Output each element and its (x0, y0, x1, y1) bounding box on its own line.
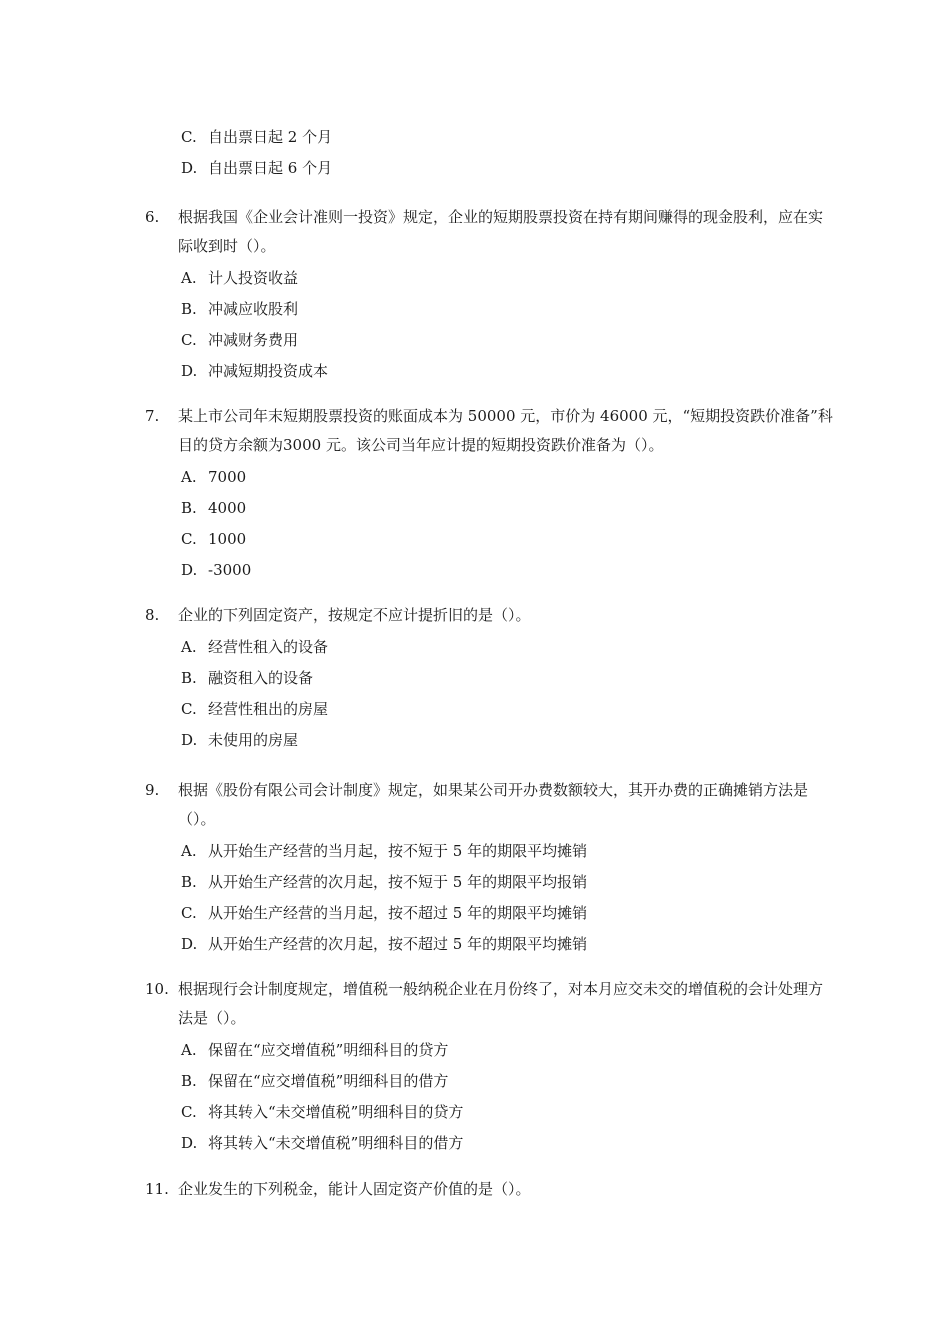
option-letter: C. (181, 700, 197, 718)
option-d (0, 929, 950, 960)
option-text: 从开始生产经营的次月起，按不超过 5 年的期限平均摊销 (208, 935, 588, 953)
option-text: 经营性租入的设备 (208, 638, 329, 656)
question-text: 企业的下列固定资产，按规定不应计提折旧的是（）。 (178, 606, 531, 624)
option-letter: B. (181, 873, 197, 891)
option-letter: A. (181, 269, 197, 287)
option-text: 从开始生产经营的次月起，按不短于 5 年的期限平均报销 (208, 873, 588, 891)
option-text: 融资租入的设备 (208, 669, 314, 687)
question-options (0, 836, 950, 960)
option-b (0, 493, 950, 524)
option-letter: D. (181, 561, 198, 579)
option-a (0, 263, 950, 294)
option-c (0, 1097, 950, 1128)
option-a (0, 1035, 950, 1066)
question-options (0, 462, 950, 586)
option-text: 冲减短期投资成本 (208, 362, 329, 380)
option-b (0, 663, 950, 694)
question-text: 某上市公司年末短期股票投资的账面成本为 50000 元，市价为 46000 元，“短期投资跌价准备”科目的贷方余额为3000 元。该公司当年应计提的短期投资跌价准备为（）。 (178, 407, 833, 454)
option-text: 4000 (208, 499, 247, 517)
option-letter: B. (181, 499, 197, 517)
option-text: 冲减财务费用 (208, 331, 299, 349)
option-letter: A. (181, 1041, 197, 1059)
question-body (0, 975, 950, 1033)
question-text: 企业发生的下列税金，能计人固定资产价值的是（）。 (178, 1180, 531, 1198)
question-body (0, 776, 950, 834)
option-c (0, 325, 950, 356)
option-d (0, 153, 950, 184)
question-6 (0, 203, 950, 387)
option-b (0, 867, 950, 898)
question-text: 根据现行会计制度规定，增值税一般纳税企业在月份终了，对本月应交未交的增值税的会计处理方法是（）。 (178, 980, 824, 1027)
option-c (0, 122, 950, 153)
option-letter: C. (181, 1103, 197, 1121)
option-text: 从开始生产经营的当月起，按不超过 5 年的期限平均摊销 (208, 904, 588, 922)
option-text: 未使用的房屋 (208, 731, 299, 749)
option-letter: C. (181, 331, 197, 349)
option-text: 保留在“应交增值税”明细科目的贷方 (208, 1041, 449, 1059)
question-7 (0, 402, 950, 586)
option-b (0, 1066, 950, 1097)
question-9 (0, 776, 950, 960)
question-body (0, 203, 950, 261)
question-options (0, 1035, 950, 1159)
option-letter: B. (181, 300, 197, 318)
option-c (0, 694, 950, 725)
question-body (0, 402, 950, 460)
option-letter: D. (181, 731, 198, 749)
question-body (0, 601, 950, 630)
option-c (0, 898, 950, 929)
question-number: 7. (145, 407, 160, 425)
question-options (0, 263, 950, 387)
question-number: 11. (145, 1180, 169, 1198)
question-number: 10. (145, 980, 169, 998)
option-text: 经营性租出的房屋 (208, 700, 329, 718)
option-a (0, 632, 950, 663)
option-text: 1000 (208, 530, 247, 548)
option-a (0, 462, 950, 493)
option-letter: B. (181, 1072, 197, 1090)
option-text: 自出票日起 2 个月 (208, 128, 333, 146)
question-10 (0, 975, 950, 1159)
option-text: 7000 (208, 468, 247, 486)
option-letter: C. (181, 128, 197, 146)
question-number: 9. (145, 781, 160, 799)
question-text: 根据《股份有限公司会计制度》规定，如果某公司开办费数额较大，其开办费的正确摊销方法是（）。 (178, 781, 809, 828)
option-text: 从开始生产经营的当月起，按不短于 5 年的期限平均摊销 (208, 842, 588, 860)
question-text: 根据我国《企业会计准则一投资》规定，企业的短期股票投资在持有期间赚得的现金股利，应在实际收到时（）。 (178, 208, 824, 255)
option-letter: A. (181, 842, 197, 860)
option-letter: A. (181, 468, 197, 486)
question-body (0, 1175, 950, 1204)
option-letter: D. (181, 362, 198, 380)
option-letter: D. (181, 935, 198, 953)
question-number: 6. (145, 208, 160, 226)
option-text: 将其转入“未交增值税”明细科目的借方 (208, 1134, 464, 1152)
option-d (0, 1128, 950, 1159)
option-c (0, 524, 950, 555)
option-b (0, 294, 950, 325)
option-text: 计人投资收益 (208, 269, 299, 287)
question-11 (0, 1175, 950, 1204)
option-a (0, 836, 950, 867)
option-letter: D. (181, 1134, 198, 1152)
option-text: 自出票日起 6 个月 (208, 159, 333, 177)
option-text: -3000 (208, 561, 252, 579)
option-d (0, 555, 950, 586)
option-letter: B. (181, 669, 197, 687)
option-letter: A. (181, 638, 197, 656)
option-d (0, 356, 950, 387)
previous-question-options (0, 122, 950, 184)
option-text: 将其转入“未交增值税”明细科目的贷方 (208, 1103, 464, 1121)
option-text: 保留在“应交增值税”明细科目的借方 (208, 1072, 449, 1090)
option-letter: C. (181, 904, 197, 922)
question-options (0, 632, 950, 756)
option-letter: C. (181, 530, 197, 548)
question-number: 8. (145, 606, 160, 624)
option-text: 冲减应收股利 (208, 300, 299, 318)
option-d (0, 725, 950, 756)
question-8 (0, 601, 950, 756)
option-letter: D. (181, 159, 198, 177)
